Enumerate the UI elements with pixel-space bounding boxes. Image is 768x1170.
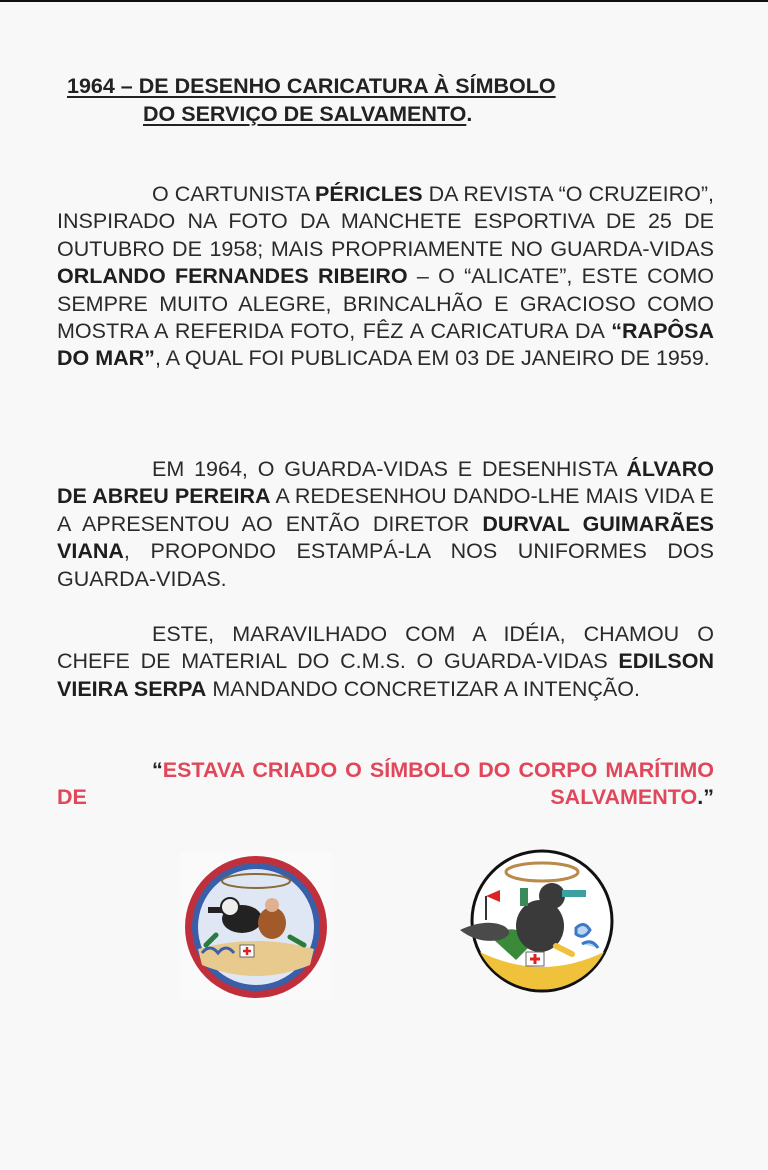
- p1-text-3: – O “ALICATE”, ESTE COMO SEMPRE MUITO ALEGRE, BRINCALHÃO E GRACIOSO COMO MOSTRA A REFERIDA FOTO, FÊZ A CARICATURA DA: [57, 264, 714, 344]
- top-border: [0, 0, 768, 2]
- p3-bold-edilson: EDILSON VIEIRA SERPA: [57, 649, 714, 701]
- p2-text-2: A REDESENHOU DANDO-LHE MAIS VIDA E A APRESENTOU AO ENTÃO DIRETOR: [57, 484, 714, 536]
- p1-text-4: , A QUAL FOI PUBLICADA EM 03 DE JANEIRO DE 1959.: [154, 346, 710, 371]
- emblem-companion-head: [265, 898, 279, 912]
- paragraph-3: [57, 621, 714, 703]
- paragraph-1: [57, 181, 714, 373]
- emblem-binoculars-2: [562, 890, 586, 897]
- p3-text-1: ESTE, MARAVILHADO COM A IDÉIA, CHAMOU O CHEFE DE MATERIAL DO C.M.S. O GUARDA-VIDAS: [57, 622, 714, 674]
- title-line-2-end: .: [466, 102, 473, 126]
- p2-text-3: , PROPONDO ESTAMPÁ-LA NOS UNIFORMES DOS GUARDA-VIDAS.: [57, 539, 714, 591]
- p2-text-1: EM 1964, O GUARDA-VIDAS E DESENHISTA: [152, 457, 627, 481]
- p2-bold-durval: DURVAL GUIMARÃES VIANA: [57, 511, 715, 564]
- title-line-2: [67, 100, 667, 128]
- quote-text: ESTAVA CRIADO O SÍMBOLO DO CORPO MARÍTIMO DE SALVAMENTO: [57, 758, 714, 810]
- redrawn-emblem-1964: [456, 848, 618, 998]
- closing-quote: [57, 757, 714, 812]
- p2-bold-alvaro: ÁLVARO DE ABREU PEREIRA: [57, 457, 714, 509]
- p1-bold-pericles: PÉRICLES: [315, 182, 423, 206]
- emblem-green-bottle: [520, 888, 528, 906]
- emblem-fox-head-2: [539, 883, 565, 909]
- page-title: [67, 72, 667, 128]
- quote-open-mark: “: [152, 758, 163, 782]
- title-line-2-text: DO SERVIÇO DE SALVAMENTO: [143, 102, 467, 126]
- paragraph-2: [57, 456, 714, 593]
- p1-bold-orlando: ORLANDO FERNANDES RIBEIRO: [57, 264, 408, 289]
- emblem-fox-head: [221, 898, 239, 916]
- p1-text-2: DA REVISTA “O CRUZEIRO”, INSPIRADO NA FOTO DA MANCHETE ESPORTIVA DE 25 DE OUTUBRO DE 1958; MAIS PROPRIAMENTE NO GUARDA-VIDAS: [57, 182, 714, 261]
- p3-text-2: MANDANDO CONCRETIZAR A INTENÇÃO.: [206, 676, 640, 701]
- quote-close-mark: .”: [697, 785, 714, 810]
- title-line-1: 1964 – DE DESENHO CARICATURA À SÍMBOLO: [67, 74, 556, 98]
- emblem-fox-tail: [460, 923, 509, 941]
- p1-bold-raposa: “RAPÔSA DO MAR”: [57, 319, 714, 371]
- p1-text-1: O CARTUNISTA: [152, 182, 316, 206]
- caricature-emblem-1959: [180, 853, 332, 1001]
- emblem-binoculars: [208, 907, 222, 913]
